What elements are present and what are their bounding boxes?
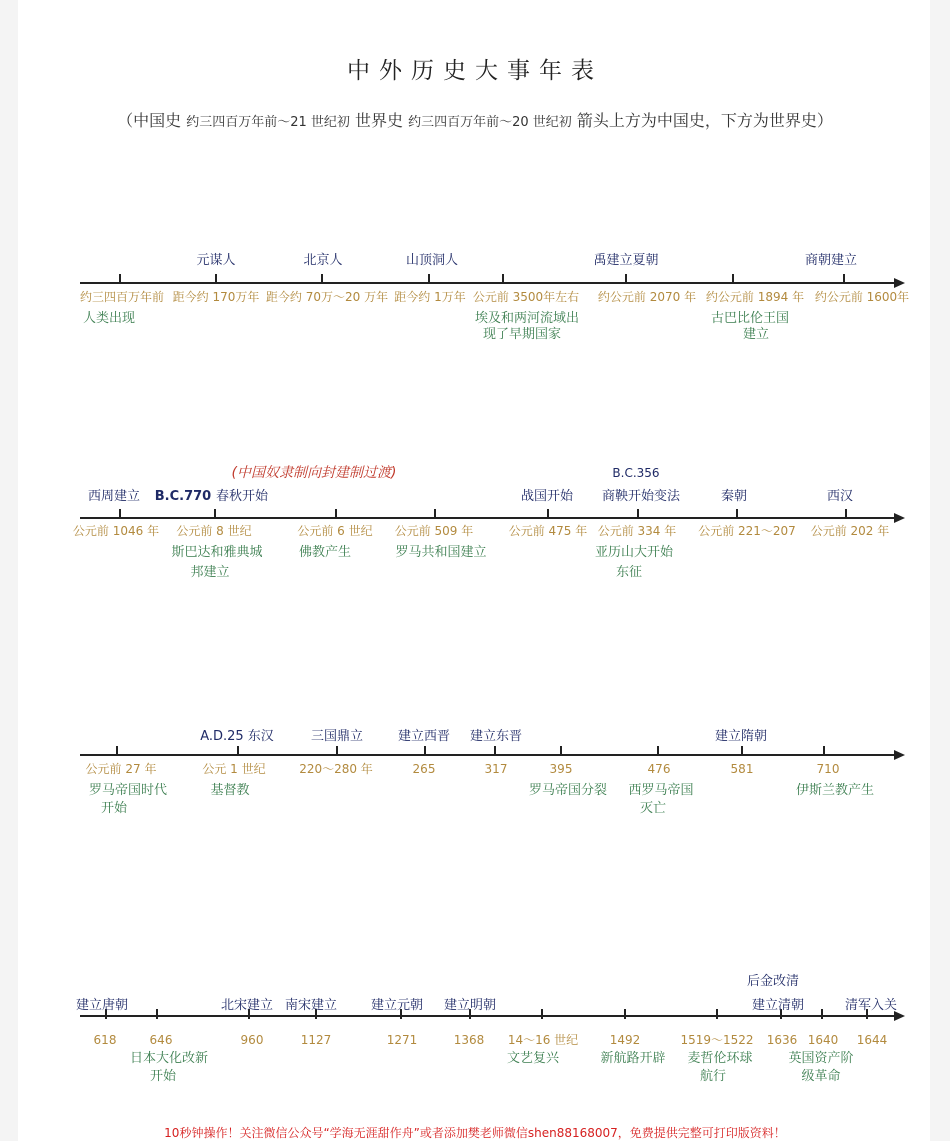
tick bbox=[541, 1009, 543, 1019]
date-label: 公元前 334 年 bbox=[597, 524, 677, 538]
date-label: 14～16 世纪 bbox=[507, 1033, 579, 1047]
tick bbox=[821, 1009, 823, 1019]
date-label: 317 bbox=[484, 762, 508, 776]
timeline-axis bbox=[80, 1015, 895, 1017]
event-cn: 春秋开始 bbox=[215, 489, 269, 504]
transition-note: (中国奴隶制向封建制过渡) bbox=[231, 465, 397, 481]
tick bbox=[434, 509, 436, 519]
event-cn: 西周建立 bbox=[87, 489, 141, 504]
tick bbox=[494, 746, 496, 756]
tick bbox=[424, 746, 426, 756]
event-cn: 建立隋朝 bbox=[714, 729, 768, 744]
event-world: 开始 bbox=[149, 1069, 177, 1084]
event-cn: 北宋建立 bbox=[220, 998, 274, 1013]
date-label: 1636 bbox=[766, 1033, 798, 1047]
date-label: 公元前 3500年左右 bbox=[472, 290, 580, 304]
event-world: 新航路开辟 bbox=[600, 1051, 666, 1066]
event-world: 建立 bbox=[742, 327, 770, 342]
event-world: 伊斯兰教产生 bbox=[795, 783, 875, 798]
event-cn: 山顶洞人 bbox=[405, 253, 459, 268]
timeline-row-4 bbox=[0, 971, 950, 1111]
tick bbox=[560, 746, 562, 756]
event-cn: A.D.25 东汉 bbox=[200, 729, 274, 744]
date-label: 公元前 475 年 bbox=[508, 524, 588, 538]
event-world: 麦哲伦环球 bbox=[687, 1051, 753, 1066]
date-label: 1644 bbox=[856, 1033, 888, 1047]
date-label: 960 bbox=[240, 1033, 264, 1047]
tick bbox=[214, 509, 216, 519]
event-world: 英国资产阶 bbox=[788, 1051, 854, 1066]
timeline-row-3 bbox=[0, 726, 950, 866]
subtitle bbox=[0, 108, 950, 131]
event-world: 古巴比伦王国 bbox=[710, 311, 790, 326]
event-world: 西罗马帝国 bbox=[628, 783, 694, 798]
timeline-row-1 bbox=[0, 250, 950, 390]
tick bbox=[716, 1009, 718, 1019]
date-label: 1492 bbox=[609, 1033, 641, 1047]
tick bbox=[625, 274, 627, 284]
event-world: 埃及和两河流域出 bbox=[474, 311, 580, 326]
date-label: 约公元前 2070 年 bbox=[597, 290, 697, 304]
arrow-head-icon bbox=[894, 278, 905, 288]
tick bbox=[657, 746, 659, 756]
date-label: 646 bbox=[149, 1033, 173, 1047]
event-cn: 西汉 bbox=[826, 489, 854, 504]
date-label: 1640 bbox=[807, 1033, 839, 1047]
tick bbox=[119, 274, 121, 284]
tick bbox=[845, 509, 847, 519]
date-label: 公元前 8 世纪 bbox=[176, 524, 252, 538]
tick bbox=[502, 274, 504, 284]
subtitle-legend: 箭头上方为中国史，下方为世界史） bbox=[576, 111, 833, 130]
event-world: 斯巴达和雅典城 bbox=[171, 545, 263, 560]
event-cn: 建立元朝 bbox=[370, 998, 424, 1013]
tick bbox=[428, 274, 430, 284]
date-label: 1519～1522 bbox=[680, 1033, 754, 1047]
date-label: 476 bbox=[647, 762, 671, 776]
event-cn: 禹建立夏朝 bbox=[593, 253, 659, 268]
event-cn: 南宋建立 bbox=[284, 998, 338, 1013]
tick bbox=[336, 746, 338, 756]
tick bbox=[156, 1009, 158, 1019]
date-label: 公元前 202 年 bbox=[810, 524, 890, 538]
tick bbox=[732, 274, 734, 284]
date-label: 395 bbox=[549, 762, 573, 776]
page-title: 中外历史大事年表 bbox=[347, 58, 603, 84]
timeline-row-2 bbox=[0, 464, 950, 604]
date-label: 公元前 1046 年 bbox=[72, 524, 160, 538]
tick bbox=[116, 746, 118, 756]
event-world: 亚历山大开始 bbox=[594, 545, 674, 560]
tick bbox=[741, 746, 743, 756]
event-world: 文艺复兴 bbox=[506, 1051, 560, 1066]
event-world: 东征 bbox=[615, 565, 643, 580]
event-world: 邦建立 bbox=[190, 565, 230, 580]
date-label: 约公元前 1600年 bbox=[814, 290, 910, 304]
date-label: 距今约 170万年 bbox=[172, 290, 260, 304]
date-label: 公元前 27 年 bbox=[85, 762, 157, 776]
event-cn: 建立明朝 bbox=[443, 998, 497, 1013]
event-cn: 商朝建立 bbox=[804, 253, 858, 268]
date-label: 710 bbox=[816, 762, 840, 776]
event-cn: 建立清朝 bbox=[751, 998, 805, 1013]
event-cn: B.C.770 bbox=[154, 489, 212, 504]
event-cn: 商鞅开始变法 bbox=[601, 489, 681, 504]
timeline-axis bbox=[80, 517, 895, 519]
date-label: 距今约 1万年 bbox=[394, 290, 466, 304]
date-label: 约三四百万年前 bbox=[79, 290, 165, 304]
event-cn: B.C.356 bbox=[612, 466, 660, 480]
tick bbox=[637, 509, 639, 519]
event-world: 现了早期国家 bbox=[482, 327, 562, 342]
event-world: 罗马帝国时代 bbox=[88, 783, 168, 798]
subtitle-world-label: 世界史 bbox=[354, 111, 403, 130]
timeline-axis bbox=[80, 754, 895, 756]
date-label: 581 bbox=[730, 762, 754, 776]
date-label: 220～280 年 bbox=[299, 762, 373, 776]
event-cn: 三国鼎立 bbox=[310, 729, 364, 744]
event-cn: 清军入关 bbox=[844, 998, 898, 1013]
date-label: 公元 1 世纪 bbox=[202, 762, 266, 776]
tick bbox=[321, 274, 323, 284]
date-label: 约公元前 1894 年 bbox=[705, 290, 805, 304]
event-cn: 秦朝 bbox=[720, 489, 748, 504]
event-cn: 元谋人 bbox=[196, 253, 236, 268]
tick bbox=[335, 509, 337, 519]
event-cn: 后金改清 bbox=[746, 974, 800, 989]
event-world: 开始 bbox=[100, 801, 128, 816]
event-world: 基督教 bbox=[210, 783, 250, 798]
footer-promo: 10秒钟操作！关注微信公众号“学海无涯甜作舟”或者添加樊老师微信shen88168007，免费提供完整可打印版资料！ bbox=[164, 1126, 786, 1140]
date-label: 265 bbox=[412, 762, 436, 776]
event-cn: 建立唐朝 bbox=[75, 998, 129, 1013]
tick bbox=[843, 274, 845, 284]
date-label: 公元前 221～207 bbox=[698, 524, 796, 538]
event-world: 罗马帝国分裂 bbox=[528, 783, 608, 798]
event-world: 罗马共和国建立 bbox=[395, 545, 487, 560]
timeline-axis bbox=[80, 282, 895, 284]
date-label: 距今约 70万～20 万年 bbox=[265, 290, 389, 304]
event-world: 佛教产生 bbox=[298, 545, 352, 560]
tick bbox=[119, 509, 121, 519]
date-label: 618 bbox=[93, 1033, 117, 1047]
tick bbox=[547, 509, 549, 519]
date-label: 公元前 6 世纪 bbox=[297, 524, 373, 538]
tick bbox=[215, 274, 217, 284]
tick bbox=[736, 509, 738, 519]
event-world: 人类出现 bbox=[82, 311, 136, 326]
event-cn: 北京人 bbox=[303, 253, 343, 268]
subtitle-world-range: 约三四百万年前～20 世纪初 bbox=[408, 115, 572, 130]
arrow-head-icon bbox=[894, 513, 905, 523]
event-world: 灭亡 bbox=[639, 801, 667, 816]
event-world: 日本大化改新 bbox=[129, 1051, 209, 1066]
date-label: 1127 bbox=[300, 1033, 332, 1047]
event-world: 级革命 bbox=[801, 1069, 841, 1084]
tick bbox=[823, 746, 825, 756]
event-cn: 建立东晋 bbox=[469, 729, 523, 744]
tick bbox=[237, 746, 239, 756]
event-cn: 战国开始 bbox=[520, 489, 574, 504]
tick bbox=[624, 1009, 626, 1019]
arrow-head-icon bbox=[894, 750, 905, 760]
event-world: 航行 bbox=[699, 1069, 727, 1084]
date-label: 1368 bbox=[453, 1033, 485, 1047]
date-label: 公元前 509 年 bbox=[394, 524, 474, 538]
subtitle-cn-range: 约三四百万年前～21 世纪初 bbox=[186, 115, 350, 130]
date-label: 1271 bbox=[386, 1033, 418, 1047]
event-cn: 建立西晋 bbox=[397, 729, 451, 744]
subtitle-cn-label: （中国史 bbox=[117, 111, 182, 130]
